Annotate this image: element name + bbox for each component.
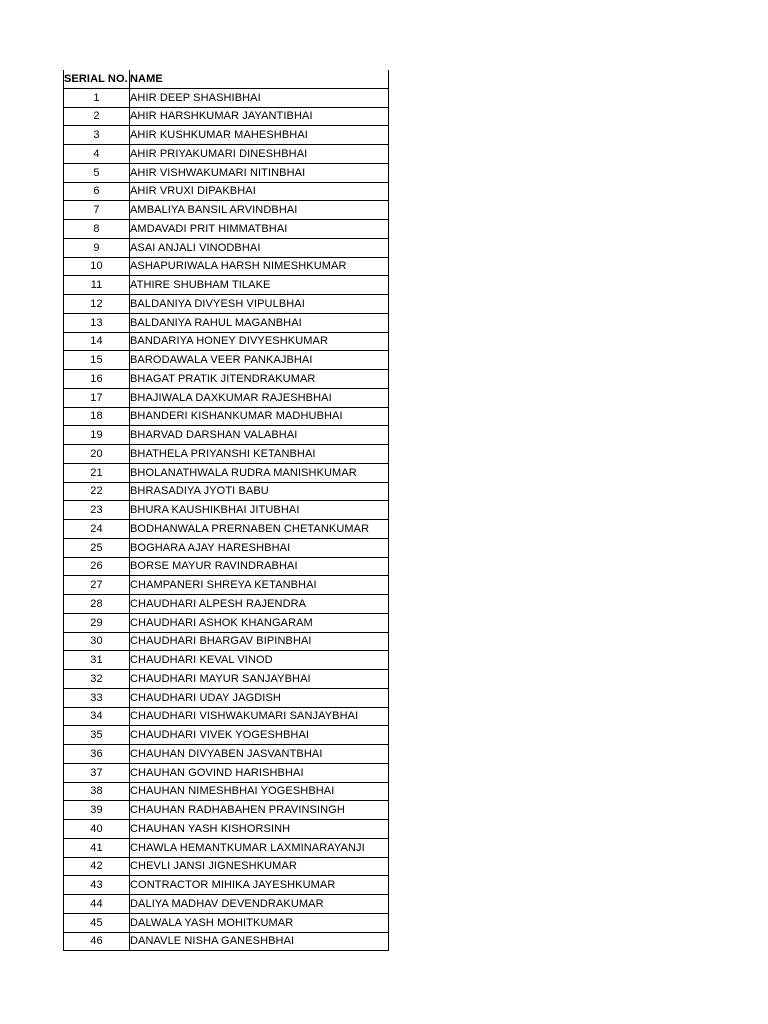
student-name-cell: AHIR KUSHKUMAR MAHESHBHAI bbox=[130, 126, 389, 145]
serial-number-cell: 35 bbox=[64, 726, 130, 745]
table-row bbox=[64, 238, 389, 257]
table-row bbox=[64, 145, 389, 164]
table-row bbox=[64, 782, 389, 801]
table-row bbox=[64, 557, 389, 576]
student-name-cell: CHAUDHARI KEVAL VINOD bbox=[130, 651, 389, 670]
student-name-cell: BANDARIYA HONEY DIVYESHKUMAR bbox=[130, 332, 389, 351]
student-name-cell: CHAWLA HEMANTKUMAR LAXMINARAYANJI bbox=[130, 838, 389, 857]
table-row bbox=[64, 351, 389, 370]
serial-number-cell: 15 bbox=[64, 351, 130, 370]
student-name-cell: BODHANWALA PRERNABEN CHETANKUMAR bbox=[130, 520, 389, 539]
table-row bbox=[64, 482, 389, 501]
serial-number-cell: 37 bbox=[64, 763, 130, 782]
table-row bbox=[64, 426, 389, 445]
serial-number-cell: 41 bbox=[64, 838, 130, 857]
serial-number-cell: 1 bbox=[64, 88, 130, 107]
student-list-body bbox=[64, 88, 389, 951]
serial-number-cell: 13 bbox=[64, 313, 130, 332]
serial-number-cell: 4 bbox=[64, 145, 130, 164]
table-row bbox=[64, 220, 389, 239]
student-name-cell: AHIR VRUXI DIPAKBHAI bbox=[130, 182, 389, 201]
serial-number-cell: 34 bbox=[64, 707, 130, 726]
serial-number-cell: 33 bbox=[64, 688, 130, 707]
table-row bbox=[64, 88, 389, 107]
serial-number-cell: 18 bbox=[64, 407, 130, 426]
student-name-cell: BARODAWALA VEER PANKAJBHAI bbox=[130, 351, 389, 370]
student-name-cell: BHOLANATHWALA RUDRA MANISHKUMAR bbox=[130, 463, 389, 482]
serial-number-cell: 21 bbox=[64, 463, 130, 482]
table-row bbox=[64, 276, 389, 295]
student-name-cell: AHIR PRIYAKUMARI DINESHBHAI bbox=[130, 145, 389, 164]
student-name-cell: BHATHELA PRIYANSHI KETANBHAI bbox=[130, 445, 389, 464]
student-name-cell: BOGHARA AJAY HARESHBHAI bbox=[130, 538, 389, 557]
table-row bbox=[64, 332, 389, 351]
student-name-cell: CHAUDHARI ALPESH RAJENDRA bbox=[130, 595, 389, 614]
table-row bbox=[64, 201, 389, 220]
student-name-cell: CHEVLI JANSI JIGNESHKUMAR bbox=[130, 857, 389, 876]
serial-number-cell: 43 bbox=[64, 876, 130, 895]
serial-number-cell: 5 bbox=[64, 163, 130, 182]
serial-number-cell: 46 bbox=[64, 932, 130, 951]
student-name-cell: CHAMPANERI SHREYA KETANBHAI bbox=[130, 576, 389, 595]
student-name-cell: BHAJIWALA DAXKUMAR RAJESHBHAI bbox=[130, 388, 389, 407]
table-row bbox=[64, 257, 389, 276]
serial-number-cell: 44 bbox=[64, 895, 130, 914]
serial-number-cell: 31 bbox=[64, 651, 130, 670]
serial-number-cell: 3 bbox=[64, 126, 130, 145]
table-row bbox=[64, 595, 389, 614]
student-name-cell: CHAUHAN YASH KISHORSINH bbox=[130, 820, 389, 839]
table-row bbox=[64, 107, 389, 126]
table-row bbox=[64, 651, 389, 670]
student-name-cell: CHAUDHARI MAYUR SANJAYBHAI bbox=[130, 670, 389, 689]
serial-number-cell: 40 bbox=[64, 820, 130, 839]
table-row bbox=[64, 913, 389, 932]
table-row bbox=[64, 295, 389, 314]
table-row bbox=[64, 182, 389, 201]
serial-number-cell: 28 bbox=[64, 595, 130, 614]
serial-number-cell: 24 bbox=[64, 520, 130, 539]
table-row bbox=[64, 126, 389, 145]
table-row bbox=[64, 763, 389, 782]
table-row bbox=[64, 688, 389, 707]
student-name-cell: BHURA KAUSHIKBHAI JITUBHAI bbox=[130, 501, 389, 520]
table-row bbox=[64, 876, 389, 895]
table-row bbox=[64, 726, 389, 745]
serial-number-cell: 17 bbox=[64, 388, 130, 407]
serial-number-cell: 25 bbox=[64, 538, 130, 557]
student-name-cell: CHAUHAN NIMESHBHAI YOGESHBHAI bbox=[130, 782, 389, 801]
table-row bbox=[64, 463, 389, 482]
table-header-row bbox=[64, 70, 389, 88]
student-name-cell: BORSE MAYUR RAVINDRABHAI bbox=[130, 557, 389, 576]
student-name-cell: AHIR DEEP SHASHIBHAI bbox=[130, 88, 389, 107]
table-row bbox=[64, 613, 389, 632]
student-name-cell: CHAUDHARI VIVEK YOGESHBHAI bbox=[130, 726, 389, 745]
table-row bbox=[64, 501, 389, 520]
serial-number-cell: 2 bbox=[64, 107, 130, 126]
serial-number-cell: 36 bbox=[64, 745, 130, 764]
serial-number-cell: 22 bbox=[64, 482, 130, 501]
student-name-cell: CHAUDHARI ASHOK KHANGARAM bbox=[130, 613, 389, 632]
serial-number-cell: 38 bbox=[64, 782, 130, 801]
table-row bbox=[64, 932, 389, 951]
student-name-cell: ATHIRE SHUBHAM TILAKE bbox=[130, 276, 389, 295]
serial-number-cell: 20 bbox=[64, 445, 130, 464]
student-name-cell: AMBALIYA BANSIL ARVINDBHAI bbox=[130, 201, 389, 220]
table-row bbox=[64, 838, 389, 857]
student-name-cell: BHAGAT PRATIK JITENDRAKUMAR bbox=[130, 370, 389, 389]
student-name-cell: CHAUHAN RADHABAHEN PRAVINSINGH bbox=[130, 801, 389, 820]
student-name-cell: BALDANIYA DIVYESH VIPULBHAI bbox=[130, 295, 389, 314]
table-row bbox=[64, 520, 389, 539]
serial-number-cell: 8 bbox=[64, 220, 130, 239]
serial-number-cell: 14 bbox=[64, 332, 130, 351]
student-name-cell: DALIYA MADHAV DEVENDRAKUMAR bbox=[130, 895, 389, 914]
table-row bbox=[64, 407, 389, 426]
serial-number-cell: 42 bbox=[64, 857, 130, 876]
table-row bbox=[64, 745, 389, 764]
student-name-cell: BALDANIYA RAHUL MAGANBHAI bbox=[130, 313, 389, 332]
serial-number-cell: 9 bbox=[64, 238, 130, 257]
student-name-cell: CONTRACTOR MIHIKA JAYESHKUMAR bbox=[130, 876, 389, 895]
student-name-cell: ASHAPURIWALA HARSH NIMESHKUMAR bbox=[130, 257, 389, 276]
serial-number-cell: 19 bbox=[64, 426, 130, 445]
table-row bbox=[64, 857, 389, 876]
table-row bbox=[64, 370, 389, 389]
serial-number-cell: 32 bbox=[64, 670, 130, 689]
serial-number-cell: 16 bbox=[64, 370, 130, 389]
student-name-cell: AHIR HARSHKUMAR JAYANTIBHAI bbox=[130, 107, 389, 126]
serial-number-cell: 23 bbox=[64, 501, 130, 520]
student-name-cell: AMDAVADI PRIT HIMMATBHAI bbox=[130, 220, 389, 239]
serial-number-cell: 6 bbox=[64, 182, 130, 201]
student-name-cell: BHANDERI KISHANKUMAR MADHUBHAI bbox=[130, 407, 389, 426]
table-row bbox=[64, 313, 389, 332]
student-name-cell: BHARVAD DARSHAN VALABHAI bbox=[130, 426, 389, 445]
serial-number-header: SERIAL NO. bbox=[64, 70, 130, 88]
serial-number-cell: 12 bbox=[64, 295, 130, 314]
student-name-cell: CHAUDHARI BHARGAV BIPINBHAI bbox=[130, 632, 389, 651]
student-name-cell: CHAUDHARI VISHWAKUMARI SANJAYBHAI bbox=[130, 707, 389, 726]
serial-number-cell: 45 bbox=[64, 913, 130, 932]
serial-number-cell: 29 bbox=[64, 613, 130, 632]
student-name-cell: CHAUHAN GOVIND HARISHBHAI bbox=[130, 763, 389, 782]
table-row bbox=[64, 632, 389, 651]
serial-number-cell: 26 bbox=[64, 557, 130, 576]
serial-number-cell: 30 bbox=[64, 632, 130, 651]
student-name-cell: BHRASADIYA JYOTI BABU bbox=[130, 482, 389, 501]
student-name-cell: ASAI ANJALI VINODBHAI bbox=[130, 238, 389, 257]
serial-number-cell: 7 bbox=[64, 201, 130, 220]
student-list-sheet bbox=[63, 70, 389, 951]
table-row bbox=[64, 895, 389, 914]
serial-number-cell: 11 bbox=[64, 276, 130, 295]
student-name-cell: CHAUHAN DIVYABEN JASVANTBHAI bbox=[130, 745, 389, 764]
serial-number-cell: 27 bbox=[64, 576, 130, 595]
student-name-cell: DALWALA YASH MOHITKUMAR bbox=[130, 913, 389, 932]
student-list-table bbox=[63, 70, 389, 951]
table-row bbox=[64, 801, 389, 820]
serial-number-cell: 10 bbox=[64, 257, 130, 276]
student-name-cell: CHAUDHARI UDAY JAGDISH bbox=[130, 688, 389, 707]
table-row bbox=[64, 820, 389, 839]
name-header: NAME bbox=[130, 70, 389, 88]
table-row bbox=[64, 445, 389, 464]
table-row bbox=[64, 670, 389, 689]
table-row bbox=[64, 576, 389, 595]
serial-number-cell: 39 bbox=[64, 801, 130, 820]
student-name-cell: DANAVLE NISHA GANESHBHAI bbox=[130, 932, 389, 951]
table-row bbox=[64, 388, 389, 407]
table-row bbox=[64, 707, 389, 726]
table-row bbox=[64, 538, 389, 557]
table-row bbox=[64, 163, 389, 182]
student-name-cell: AHIR VISHWAKUMARI NITINBHAI bbox=[130, 163, 389, 182]
